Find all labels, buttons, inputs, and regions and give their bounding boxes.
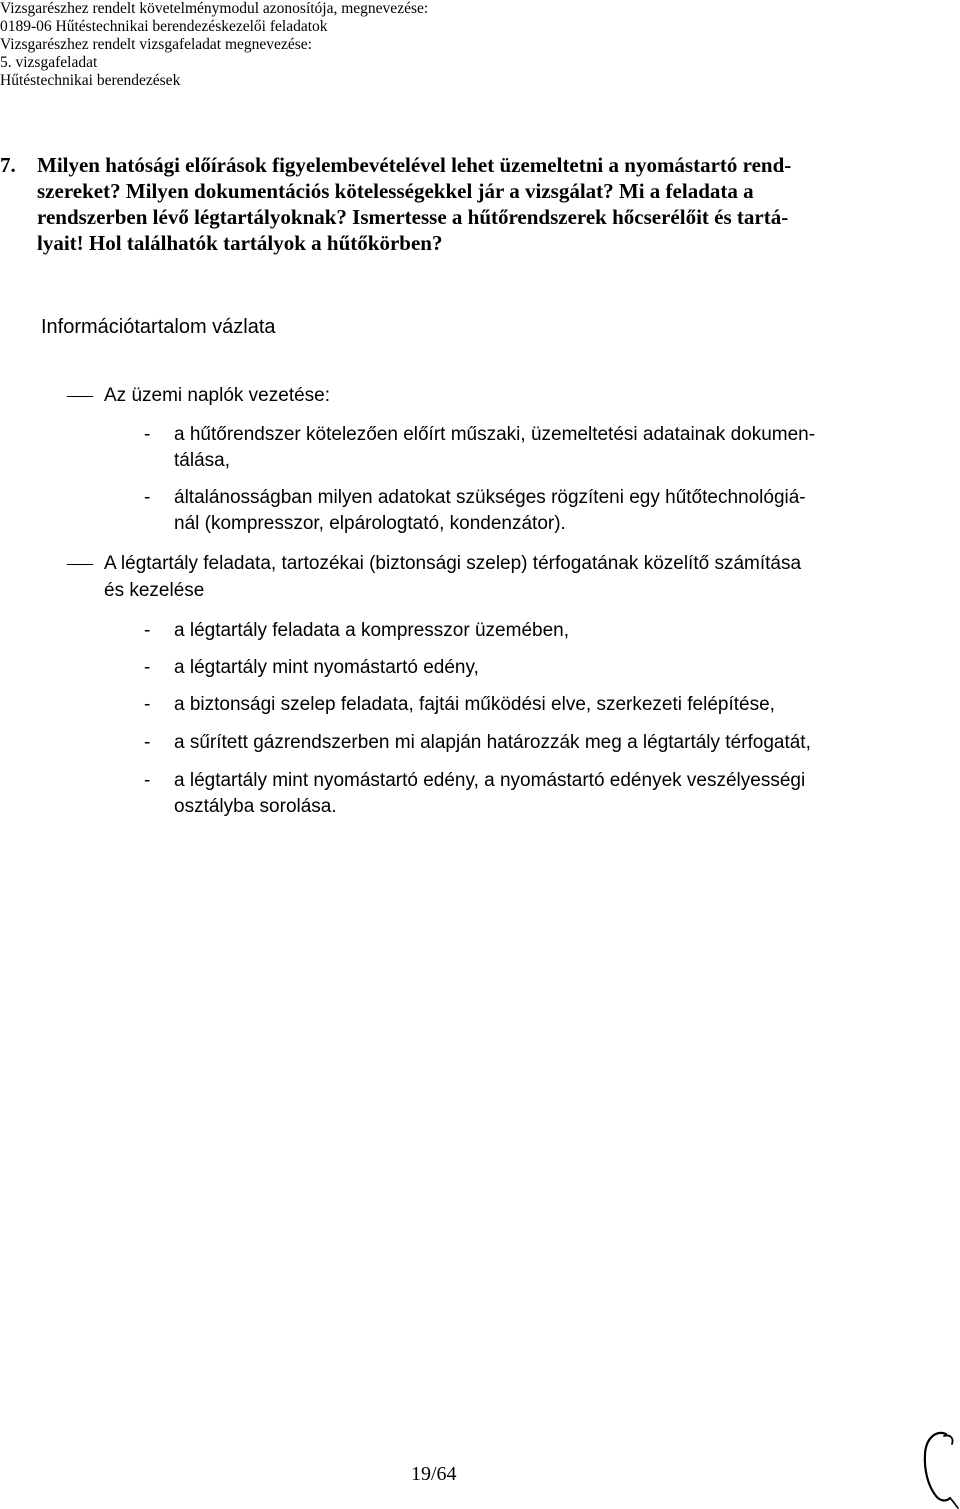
question-number: 7. [0, 153, 16, 177]
question-line: rendszerben lévő légtartályoknak? Ismertesse a hűtőrendszerek hőcserélőit és tartá- [37, 205, 789, 229]
hyphen-bullet: - [144, 657, 151, 678]
list-item-text: a légtartály feladata a kompresszor üzemében, [174, 620, 569, 641]
hyphen-bullet: - [144, 487, 151, 508]
question-line: Milyen hatósági előírások figyelembevételével lehet üzemeltetni a nyomástartó rend- [37, 153, 792, 177]
list-item-text: a hűtőrendszer kötelezően előírt műszaki, üzemeltetési adatainak dokumen- [174, 424, 816, 445]
hyphen-bullet: - [144, 694, 151, 715]
signature-icon [916, 1428, 960, 1509]
page-number: 19/64 [411, 1463, 457, 1485]
list-item-text: a légtartály mint nyomástartó edény, a nyomástartó edények veszélyességi [174, 770, 806, 791]
list-item-text: tálása, [174, 450, 230, 471]
question-line: lyait! Hol találhatók tartályok a hűtőkörben? [37, 231, 443, 255]
list-item-text: a biztonsági szelep feladata, fajtái működési elve, szerkezeti felépítése, [174, 694, 775, 715]
hyphen-bullet: - [144, 424, 151, 445]
hyphen-bullet: - [144, 732, 151, 753]
hyphen-bullet: - [144, 770, 151, 791]
question-line: szereket? Milyen dokumentációs kötelességekkel jár a vizsgálat? Mi a feladata a [37, 179, 754, 203]
topic-title-continuation: és kezelése [104, 580, 205, 601]
dash-bullet-icon [67, 396, 93, 397]
header-line-module-label: Vizsgarészhez rendelt követelménymodul azonosítója, megnevezése: [0, 0, 429, 17]
header-line-task-name: Hűtéstechnikai berendezések [0, 72, 181, 89]
list-item-text: nál (kompresszor, elpárologtató, kondenzátor). [174, 513, 566, 534]
header-line-task-number: 5. vizsgafeladat [0, 54, 98, 71]
list-item-text: a légtartály mint nyomástartó edény, [174, 657, 479, 678]
topic-title: A légtartály feladata, tartozékai (biztonsági szelep) térfogatának közelítő számítása [104, 553, 802, 574]
dash-bullet-icon [67, 564, 93, 565]
page-header [0, 0, 428, 90]
header-line-module-code: 0189-06 Hűtéstechnikai berendezéskezelői feladatok [0, 18, 328, 35]
hyphen-bullet: - [144, 620, 151, 641]
list-item-text: osztályba sorolása. [174, 796, 337, 817]
header-line-task-label: Vizsgarészhez rendelt vizsgafeladat megnevezése: [0, 36, 312, 53]
section-title: Információtartalom vázlata [41, 316, 276, 338]
list-item-text: általánosságban milyen adatokat szükséges rögzíteni egy hűtőtechnológiá- [174, 487, 806, 508]
topic-title: Az üzemi naplók vezetése: [104, 385, 331, 406]
list-item-text: a sűrített gázrendszerben mi alapján határozzák meg a légtartály térfogatát, [174, 732, 811, 753]
